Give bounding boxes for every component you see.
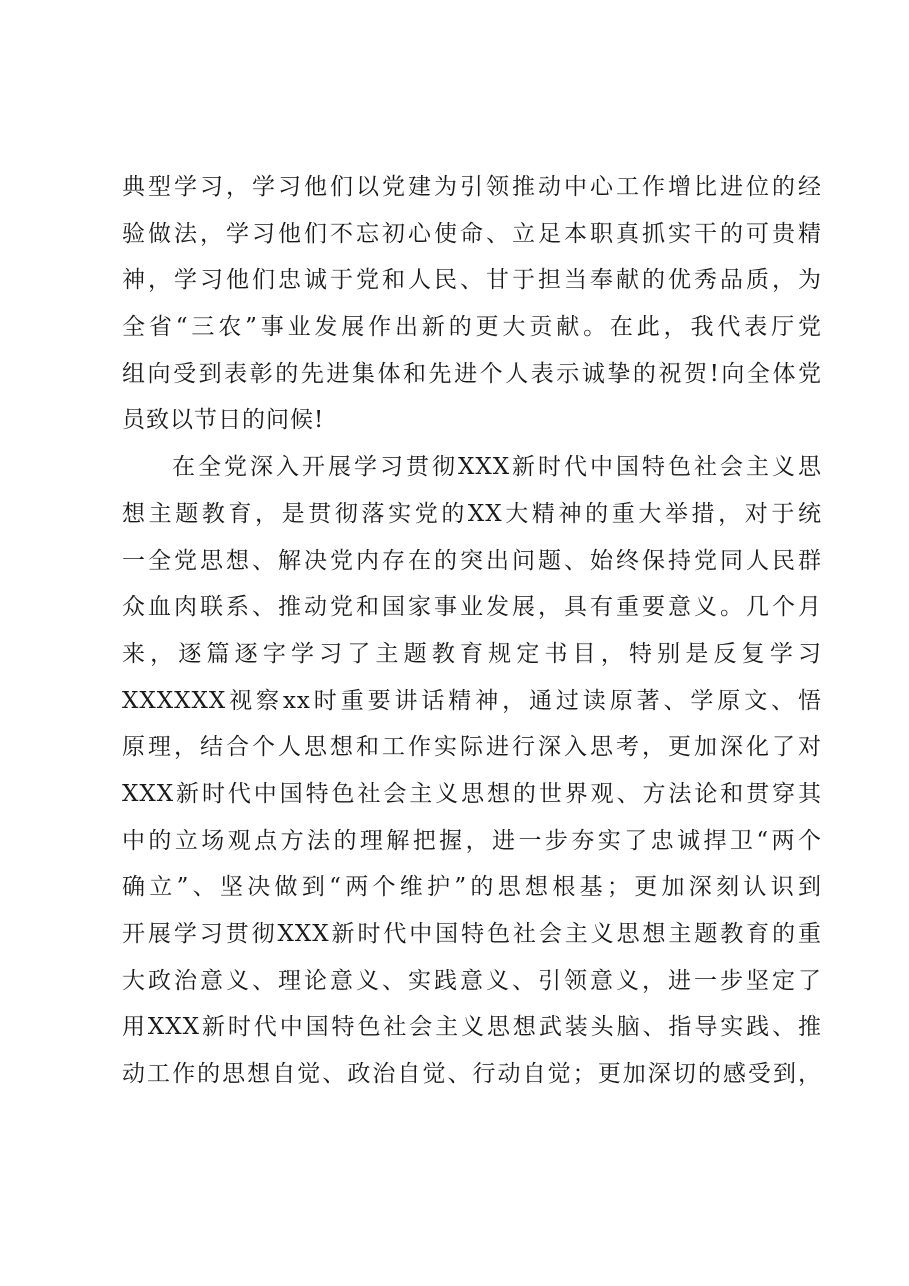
text-line: 想主题教育，是贯彻落实党的XX大精神的重大举措，对于统 <box>122 500 822 527</box>
text-line: 用XXX新时代中国特色社会主义思想武装头脑、指导实践、推 <box>122 1014 822 1041</box>
text-line: 中的立场观点方法的理解把握，进一步夯实了忠诚捍卫“两个 <box>122 827 822 854</box>
text-line: XXXXXX视察xx时重要讲话精神，通过读原著、学原文、悟 <box>122 687 822 714</box>
text-line: 全省“三农”事业发展作出新的更大贡献。在此，我代表厅党 <box>122 314 822 341</box>
paragraph-1 <box>122 164 822 444</box>
text-line: 在全党深入开展学习贯彻XXX新时代中国特色社会主义思 <box>172 454 822 481</box>
text-line: 典型学习，学习他们以党建为引领推动中心工作增比进位的经 <box>122 174 822 200</box>
text-line: 原理，结合个人思想和工作实际进行深入思考，更加深化了对 <box>122 734 822 761</box>
document-body <box>122 164 822 1098</box>
text-line: 动工作的思想自觉、政治自觉、行动自觉；更加深切的感受到， <box>122 1061 822 1088</box>
text-line: 神，学习他们忠诚于党和人民、甘于担当奉献的优秀品质，为 <box>122 267 822 294</box>
text-line: 验做法，学习他们不忘初心使命、立足本职真抓实干的可贵精 <box>122 220 822 247</box>
text-line: 员致以节日的问候! <box>122 407 325 434</box>
text-line: 一全党思想、解决党内存在的突出问题、始终保持党同人民群 <box>122 547 822 574</box>
paragraph-2 <box>122 444 822 1098</box>
text-line: 大政治意义、理论意义、实践意义、引领意义，进一步坚定了 <box>122 967 822 994</box>
text-line: XXX新时代中国特色社会主义思想的世界观、方法论和贯穿其 <box>122 780 822 807</box>
text-line: 确立”、坚决做到“两个维护”的思想根基；更加深刻认识到 <box>122 874 822 901</box>
text-line: 组向受到表彰的先进集体和先进个人表示诚挚的祝贺!向全体党 <box>122 360 822 387</box>
text-line: 众血肉联系、推动党和国家事业发展，具有重要意义。几个月 <box>122 594 822 621</box>
text-line: 开展学习贯彻XXX新时代中国特色社会主义思想主题教育的重 <box>122 921 822 947</box>
text-line: 来，逐篇逐字学习了主题教育规定书目，特别是反复学习 <box>122 640 822 667</box>
